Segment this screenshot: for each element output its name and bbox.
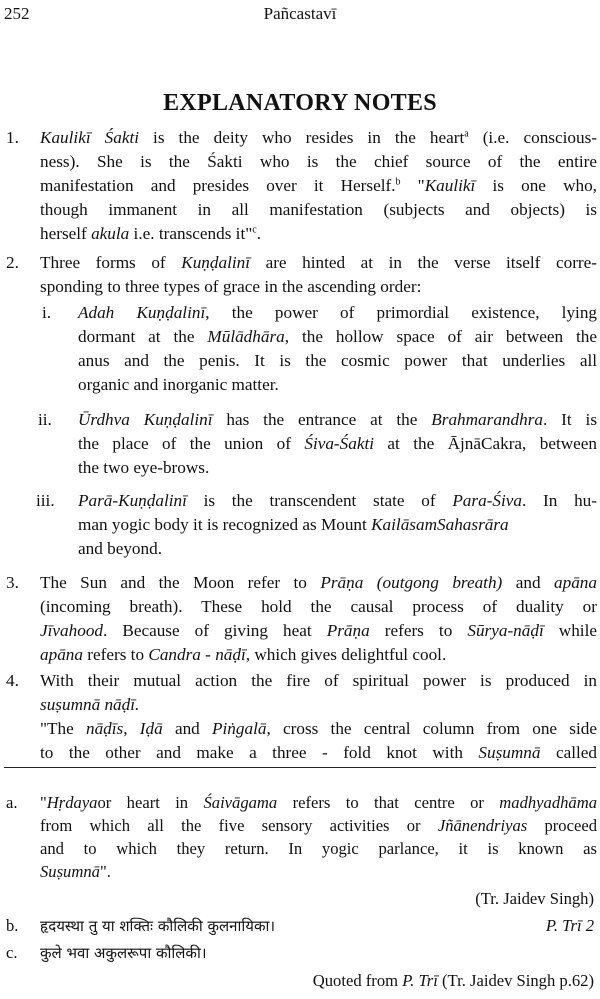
note-4-number: 4. xyxy=(6,671,19,690)
footnote-b-sanskrit: हृदयस्था तु या शक्तिः कौलिकी कुलनायिका। xyxy=(40,917,276,935)
footnote-c-source: Quoted from P. Trī (Tr. Jaidev Singh p.62) xyxy=(312,971,594,990)
footnote-b-label: b. xyxy=(6,916,19,935)
subitem-iii: Parā-Kuṇḍalinī is the transcendent state of Para-Śiva. In hu- man yogic body it is recognized as Mount KailāsamSahasrāra and beyond. xyxy=(78,491,597,558)
note-3: The Sun and the Moon refer to Prāṇa (outgong breath) and apāna (incoming breath). These hold the causal process of duality or Jīvahood. Because of giving heat Prāṇa refers to Sūrya-nāḍī while apāna refers to Candra - nāḍī, which gives delightful cool. xyxy=(40,573,597,664)
subitem-i: Adah Kuṇḍalinī, the power of primordial existence, lying dormant at the Mūlādhāra, the hollow space of air between the anus and the penis. It is the cosmic power that underlies all organic and inorganic matter. xyxy=(78,303,598,394)
note-1-number: 1. xyxy=(6,128,19,147)
note-4: With their mutual action the fire of spiritual power is produced in suṣumnā nāḍī. "The nāḍīs, Iḍā and Piṅgalā, cross the central column from one side to the other and make a three - fold knot with Suṣumnā called xyxy=(40,671,597,762)
running-header xyxy=(0,4,600,28)
footnote-c-sanskrit: कुले भवा अकुलरूपा कौलिकी। xyxy=(40,944,207,962)
running-title: Pañcastavī xyxy=(263,4,337,23)
footnote-b-ref: P. Trī 2 xyxy=(545,916,594,935)
footnote-c-label: c. xyxy=(6,943,18,962)
page-number: 252 xyxy=(4,4,30,23)
footnote-a: "Hṛdayaor heart in Śaivāgama refers to that centre or madhyadhāma from which all the five sensory activities or Jñānendriyas proceed and to which they return. In yogic parlance, it is known as Suṣumnā". xyxy=(40,793,598,881)
subitem-ii-number: ii. xyxy=(38,410,52,429)
note-3-number: 3. xyxy=(6,573,19,592)
footnote-a-label: a. xyxy=(6,793,18,812)
subitem-ii: Ūrdhva Kuṇḍalinī has the entrance at the Brahmarandhra. It is the place of the union of Śiva-Śakti at the ĀjnāCakra, between the two eye-brows. xyxy=(78,410,598,477)
section-title: EXPLANATORY NOTES xyxy=(163,90,437,116)
footnote-rule xyxy=(4,767,596,768)
subitem-i-number: i. xyxy=(42,303,52,322)
note-2-intro: Three forms of Kuṇḍalinī are hinted at in the verse itself corre- sponding to three types of grace in the ascending order: xyxy=(40,253,597,296)
footnote-a-credit: (Tr. Jaidev Singh) xyxy=(475,889,594,908)
subitem-iii-number: iii. xyxy=(36,491,55,510)
note-2-number: 2. xyxy=(6,253,19,272)
note-1: Kaulikī Śakti is the deity who resides in the heart$^a$ (i.e. conscious- ness). She is the Śakti who is the chief source of the entire manifestation and presides over it Herself.$^b$ "Kaulikī is one who, though immanent in all manifestation (subjects and objects) is herself akula i.e. transcends it"$^c$. xyxy=(40,128,597,243)
